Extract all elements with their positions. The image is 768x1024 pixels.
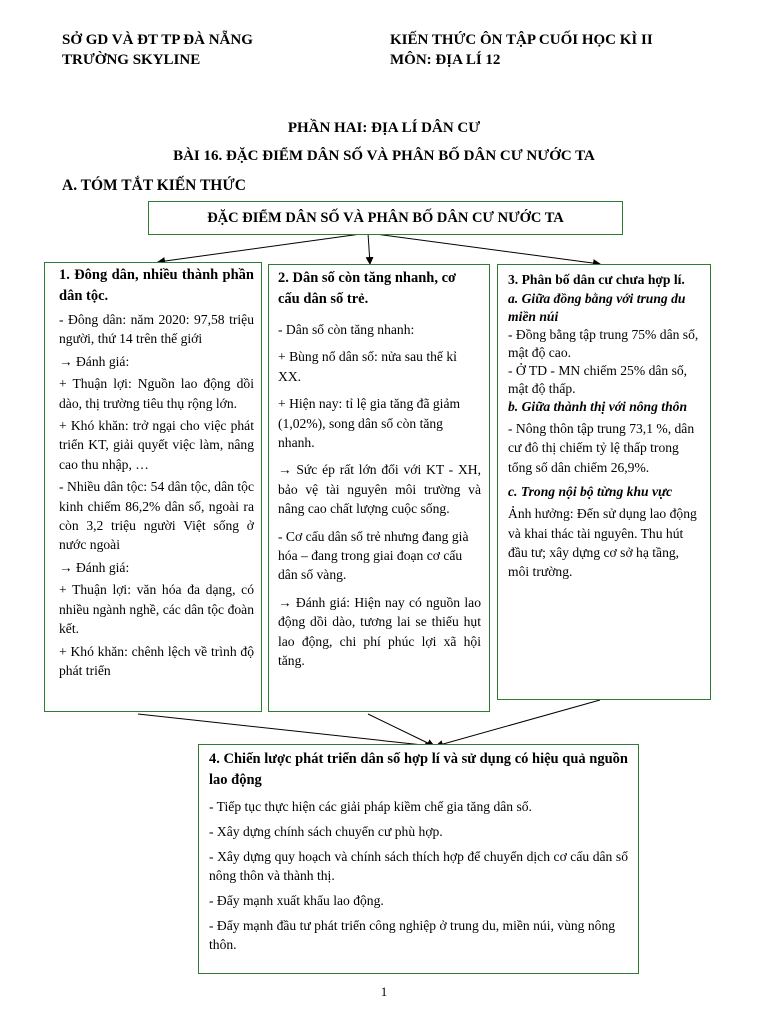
box1-line: + Khó khăn: trở ngại cho việc phát triển KT, giải quyết việc làm, nâng cao thu nhập, …: [59, 418, 254, 472]
box2-line: → Đánh giá: Hiện nay có nguồn lao động dồi dào, tương lai se thiếu hụt lao động, chi phí phúc lợi xã hội tăng.: [278, 594, 481, 669]
box1-line: - Đông dân: năm 2020: 97,58 triệu người, thứ 14 trên thế giới: [59, 312, 254, 347]
subject-label: MÔN: ĐỊA LÍ 12: [390, 52, 501, 68]
box4-line: - Đẩy mạnh xuất khẩu lao động.: [209, 893, 384, 908]
diagram-title-box: [148, 201, 623, 235]
box4-line: - Tiếp tục thực hiện các giải pháp kiềm chế gia tăng dân số.: [209, 799, 532, 814]
box-population-ethnicity: [44, 262, 262, 712]
lesson-title: BÀI 16. ĐẶC ĐIỂM DÂN SỐ VÀ PHÂN BỐ DÂN CƯ NƯỚC TA: [173, 148, 595, 164]
box2-line: + Bùng nổ dân số: nửa sau thế kỉ XX.: [278, 349, 457, 384]
arrow-box1-to-box4: [138, 714, 432, 746]
box1-line: + Khó khăn: chênh lệch về trình độ phát triển: [59, 643, 254, 678]
document-title: KIẾN THỨC ÔN TẬP CUỐI HỌC KÌ II: [390, 32, 653, 48]
box1-heading: 1. Đông dân, nhiều thành phần dân tộc.: [59, 267, 254, 304]
box4-line: - Đẩy mạnh đầu tư phát triển công nghiệp ở trung du, miền núi, vùng nông thôn.: [209, 918, 616, 952]
arrow-to-box2: [368, 233, 370, 264]
box2-heading: 2. Dân số còn tăng nhanh, cơ cấu dân số trẻ.: [278, 270, 457, 307]
box2-line: → Sức ép rất lớn đối với KT - XH, bảo vệ tài nguyên môi trường và nâng cao chất lượng cuộc sống.: [278, 462, 481, 517]
box-population-distribution: [497, 264, 711, 700]
box3-sub-a: a. Giữa đồng bằng với trung du miền núi: [508, 291, 686, 324]
box3-sub-c: c. Trong nội bộ từng khu vực: [508, 484, 673, 500]
school-department: SỞ GD VÀ ĐT TP ĐÀ NẴNG: [62, 32, 253, 48]
box2-line: + Hiện nay: tỉ lệ gia tăng đã giảm (1,02%), song dân số còn tăng nhanh.: [278, 396, 461, 451]
page-number: 1: [380, 984, 388, 999]
arrow-to-box1: [158, 233, 368, 262]
arrow-to-box3: [368, 233, 600, 264]
box1-line: - Nhiều dân tộc: 54 dân tộc, dân tộc kinh chiếm 86,2% dân số, ngoài ra còn 3,2 triệu người Việt sống ở nước ngoài: [59, 479, 254, 553]
section-title: A. TÓM TẮT KIẾN THỨC: [62, 177, 246, 194]
box2-line: - Cơ cấu dân số trẻ nhưng đang già hóa – đang trong giai đoạn cơ cấu dân số vàng.: [278, 528, 469, 583]
part-title: PHẦN HAI: ĐỊA LÍ DÂN CƯ: [287, 120, 481, 136]
school-name: TRƯỜNG SKYLINE: [62, 52, 201, 68]
box1-line: → Đánh giá:: [59, 353, 130, 369]
box1-line: → Đánh giá:: [59, 559, 130, 575]
arrow-box2-to-box4: [368, 714, 434, 746]
box4-line: - Xây dựng quy hoạch và chính sách thích hợp để chuyển dịch cơ cấu dân số nông thôn và thành thị.: [209, 849, 628, 883]
box-population-strategy: [198, 744, 639, 974]
box3-heading: 3. Phân bố dân cư chưa hợp lí.: [508, 272, 685, 287]
box-population-growth: [268, 264, 490, 712]
box3-line: Ảnh hưởng: Đến sử dụng lao động và khai thác tài nguyên. Thu hút đầu tư; xây dựng cơ sở hạ tầng, môi trường.: [508, 506, 697, 580]
diagram-title: ĐẶC ĐIỂM DÂN SỐ VÀ PHÂN BỐ DÂN CƯ NƯỚC TA: [207, 210, 564, 226]
box4-heading: 4. Chiến lược phát triển dân số hợp lí và sử dụng có hiệu quả nguồn lao động: [209, 751, 628, 788]
box3-line: - Nông thôn tập trung 73,1 %, dân cư đô thị chiếm tỷ lệ thấp trong tổng số dân chiếm 26,9%.: [508, 421, 695, 475]
box2-line: - Dân số còn tăng nhanh:: [278, 322, 415, 337]
box1-line: + Thuận lợi: văn hóa đa dạng, có nhiều ngành nghề, các dân tộc đoàn kết.: [59, 582, 254, 637]
box1-line: + Thuận lợi: Nguồn lao động dồi dào, thị trường tiêu thụ rộng lớn.: [59, 376, 254, 411]
box3-sub-b: b. Giữa thành thị với nông thôn: [508, 399, 688, 414]
box3-line: - Đồng bằng tập trung 75% dân số, mật độ cao.: [508, 327, 699, 360]
box4-line: - Xây dựng chính sách chuyển cư phù hợp.: [209, 824, 443, 839]
box3-line: - Ở TD - MN chiếm 25% dân số, mật độ thấp.: [508, 363, 688, 396]
